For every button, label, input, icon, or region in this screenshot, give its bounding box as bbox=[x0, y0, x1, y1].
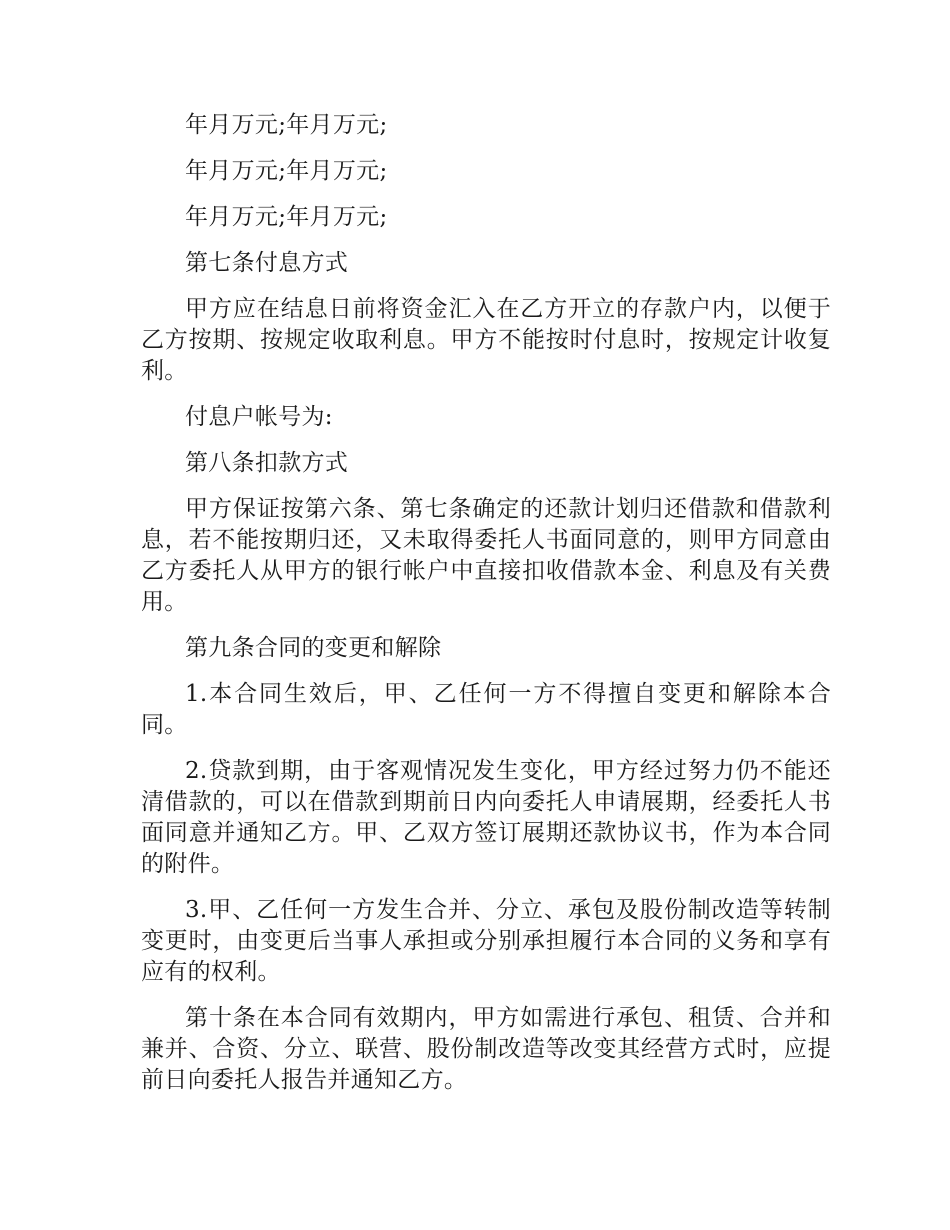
paragraph-3: 年月万元;年月万元; bbox=[185, 204, 388, 230]
article-7-heading: 第七条付息方式 bbox=[185, 250, 349, 276]
article-9-clause-2: 2.贷款到期，由于客观情况发生变化，甲方经过努力仍不能还清借款的，可以在借款到期前日内向委托人申请展期，经委托人书面同意并通知乙方。甲、乙双方签订展期还款协议书，作为本合同的附件。 bbox=[141, 758, 831, 877]
article-9-clause-1: 1.本合同生效后，甲、乙任何一方不得擅自变更和解除本合同。 bbox=[141, 681, 831, 738]
article-8-body: 甲方保证按第六条、第七条确定的还款计划归还借款和借款利息，若不能按期归还，又未取得委托人书面同意的，则甲方同意由乙方委托人从甲方的银行帐户中直接扣收借款本金、利息及有关费用。 bbox=[141, 496, 831, 615]
interest-account-label: 付息户帐号为: bbox=[185, 404, 333, 430]
article-10-body: 第十条在本合同有效期内，甲方如需进行承包、租赁、合并和兼并、合资、分立、联营、股份制改造等改变其经营方式时，应提前日向委托人报告并通知乙方。 bbox=[141, 1005, 831, 1093]
document-body bbox=[141, 110, 831, 1111]
paragraph-1: 年月万元;年月万元; bbox=[185, 112, 388, 138]
article-8-heading: 第八条扣款方式 bbox=[185, 450, 349, 476]
article-9-heading: 第九条合同的变更和解除 bbox=[185, 635, 442, 661]
paragraph-2: 年月万元;年月万元; bbox=[185, 158, 388, 184]
article-7-body: 甲方应在结息日前将资金汇入在乙方开立的存款户内，以便于乙方按期、按规定收取利息。甲方不能按时付息时，按规定计收复利。 bbox=[141, 296, 831, 384]
article-9-clause-3: 3.甲、乙任何一方发生合并、分立、承包及股份制改造等转制变更时，由变更后当事人承担或分别承担履行本合同的义务和享有应有的权利。 bbox=[141, 897, 831, 985]
